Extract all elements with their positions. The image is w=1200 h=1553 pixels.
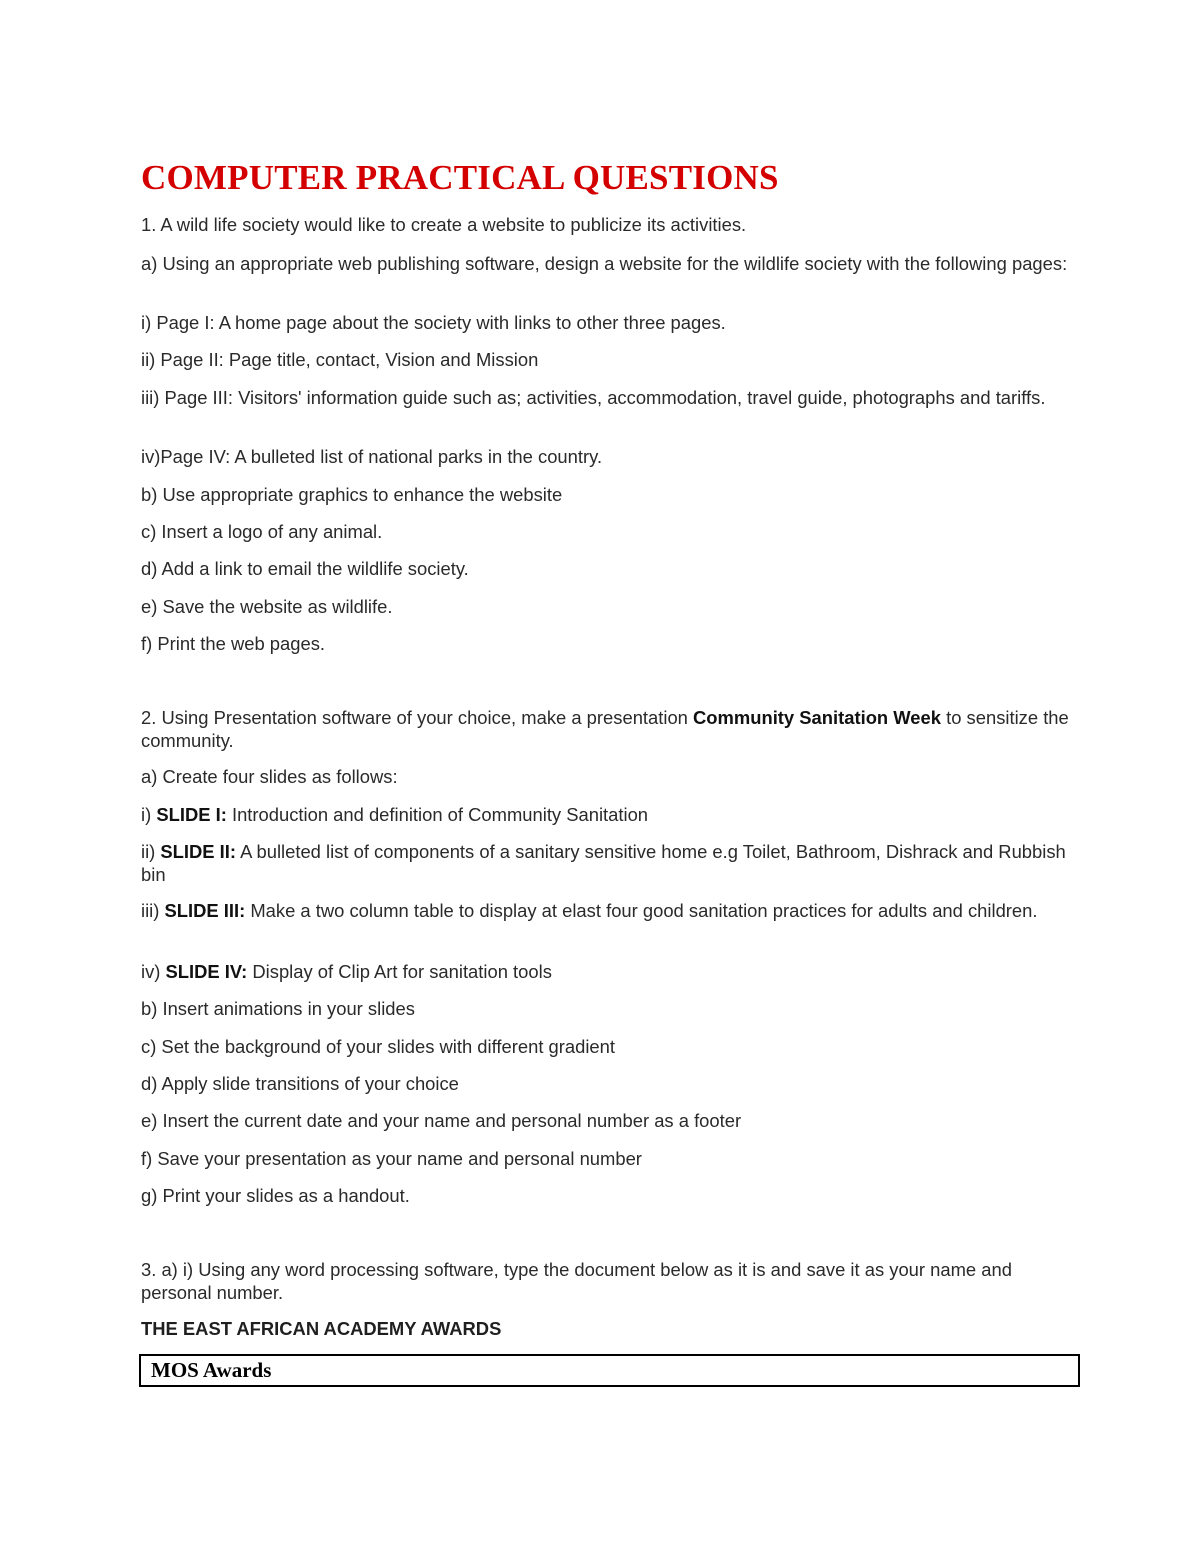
- q2-slide-4: [141, 960, 1071, 983]
- q2-part-g: g) Print your slides as a handout.: [141, 1185, 410, 1206]
- q2-intro-after: to sensitize the community.: [141, 707, 1069, 751]
- q2-intro: [141, 706, 1071, 752]
- q2-intro-bold: Community Sanitation Week: [693, 707, 941, 728]
- q2-slide-2-prefix: ii): [141, 841, 161, 862]
- page-title: COMPUTER PRACTICAL QUESTIONS: [141, 158, 779, 197]
- q1-intro: 1. A wild life society would like to create a website to publicize its activities.: [141, 214, 747, 235]
- q2-slide-2-text: A bulleted list of components of a sanitary sensitive home e.g Toilet, Bathroom, Dishrack and Rubbish bin: [141, 841, 1066, 885]
- q1-page-iv: iv)Page IV: A bulleted list of national parks in the country.: [141, 446, 603, 467]
- q2-part-e: e) Insert the current date and your name and personal number as a footer: [141, 1110, 742, 1131]
- q2-slide-1-prefix: i): [141, 804, 157, 825]
- q2-part-b: b) Insert animations in your slides: [141, 998, 415, 1019]
- q1-part-b: b) Use appropriate graphics to enhance the website: [141, 484, 563, 505]
- q1-page-ii: ii) Page II: Page title, contact, Vision and Mission: [141, 349, 539, 370]
- q1-page-iii: iii) Page III: Visitors' information guide such as; activities, accommodation, travel guide, photographs and tariffs.: [141, 387, 1046, 408]
- q1-part-c: c) Insert a logo of any animal.: [141, 521, 383, 542]
- q2-slide-1: [141, 803, 1071, 826]
- q2-intro-before: 2. Using Presentation software of your choice, make a presentation: [141, 707, 694, 728]
- q2-slide-3-prefix: iii): [141, 900, 165, 921]
- q1-part-f: f) Print the web pages.: [141, 633, 326, 654]
- q1-page-i: i) Page I: A home page about the society with links to other three pages.: [141, 312, 726, 333]
- q2-slide-3-text: Make a two column table to display at elast four good sanitation practices for adults and children.: [245, 900, 1038, 921]
- q2-slide-1-text: Introduction and definition of Community Sanitation: [226, 804, 649, 825]
- q2-part-a: a) Create four slides as follows:: [141, 766, 398, 787]
- mos-awards-box: [139, 1354, 1080, 1387]
- q2-slide-1-label: SLIDE I:: [156, 804, 227, 825]
- q3-heading: THE EAST AFRICAN ACADEMY AWARDS: [141, 1318, 502, 1339]
- q2-slide-3-label: SLIDE III:: [164, 900, 246, 921]
- q3-intro: 3. a) i) Using any word processing software, type the document below as it is and save it as your name and personal number.: [141, 1259, 1012, 1303]
- q2-part-d: d) Apply slide transitions of your choice: [141, 1073, 459, 1094]
- q2-slide-4-text: Display of Clip Art for sanitation tools: [247, 961, 552, 982]
- q1-part-e: e) Save the website as wildlife.: [141, 596, 393, 617]
- q2-part-f: f) Save your presentation as your name and personal number: [141, 1148, 642, 1169]
- q2-slide-2-label: SLIDE II:: [160, 841, 237, 862]
- mos-awards-label: MOS Awards: [151, 1358, 272, 1382]
- q2-slide-4-label: SLIDE IV:: [165, 961, 248, 982]
- q2-slide-2: [141, 840, 1071, 886]
- q2-slide-4-prefix: iv): [141, 961, 166, 982]
- q2-part-c: c) Set the background of your slides with different gradient: [141, 1036, 615, 1057]
- q1-part-a: a) Using an appropriate web publishing software, design a website for the wildlife society with the following pages:: [141, 253, 1068, 274]
- q2-slide-3: [141, 899, 1071, 922]
- q1-part-d: d) Add a link to email the wildlife society.: [141, 558, 469, 579]
